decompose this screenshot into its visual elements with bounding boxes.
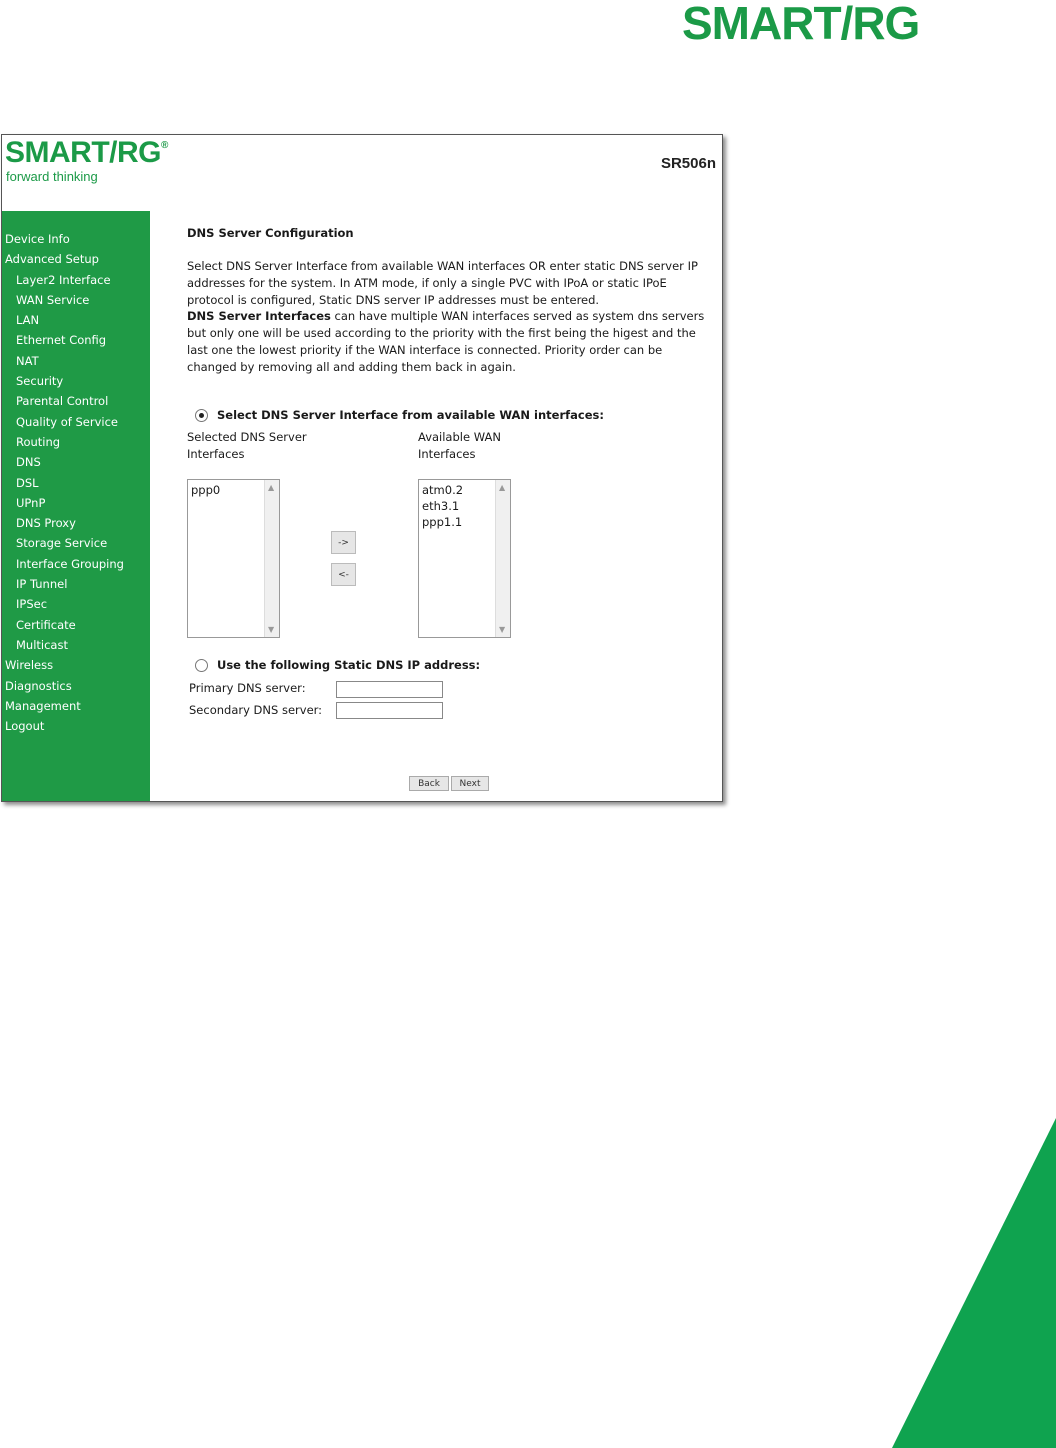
available-interfaces-label: Available WAN Interfaces	[418, 430, 501, 461]
sidebar-item-quality-of-service[interactable]: Quality of Service	[16, 414, 118, 429]
sidebar-item-advanced-setup[interactable]: Advanced Setup	[5, 252, 99, 267]
remove-interface-button[interactable]: <-	[331, 563, 356, 586]
scroll-down-icon: ▼	[268, 625, 275, 634]
app-logo	[5, 136, 168, 170]
sidebar-item-nat[interactable]: NAT	[16, 353, 39, 368]
available-interface-option[interactable]: atm0.2	[422, 483, 464, 497]
description-paragraph-1: Select DNS Server Interface from available WAN interfaces OR enter static DNS server IP addresses for the system. In ATM mode, if only a single PVC with IPoA or static IPoE protocol is configured, Static DNS server IP addresses must be entered.	[187, 259, 698, 307]
sidebar-item-ipsec[interactable]: IPSec	[16, 597, 48, 612]
sidebar-item-wireless[interactable]: Wireless	[5, 658, 54, 673]
static-radio-button[interactable]	[195, 659, 208, 672]
sidebar-item-logout[interactable]: Logout	[5, 719, 45, 734]
logo-text: SMART/RG	[5, 136, 161, 169]
document-brand-logo: SMART/RG	[682, 0, 920, 49]
secondary-dns-input[interactable]	[336, 702, 443, 719]
registered-mark: ®	[161, 140, 168, 151]
model-name: SR506n	[660, 155, 716, 172]
next-button[interactable]: Next	[451, 776, 489, 791]
interface-option-row	[195, 407, 604, 424]
sidebar-item-upnp[interactable]: UPnP	[16, 495, 46, 510]
selected-interfaces-label: Selected DNS Server Interfaces	[187, 430, 307, 461]
sidebar-item-storage-service[interactable]: Storage Service	[16, 536, 108, 551]
sidebar-item-dsl[interactable]: DSL	[16, 475, 39, 490]
sidebar-item-wan-service[interactable]: WAN Service	[16, 292, 90, 307]
sidebar-item-certificate[interactable]: Certificate	[16, 617, 76, 632]
selected-interface-option[interactable]: ppp0	[191, 483, 221, 497]
static-option-label: Use the following Static DNS IP address:	[217, 658, 481, 672]
sidebar-item-parental-control[interactable]: Parental Control	[16, 394, 109, 409]
selected-listbox-scrollbar[interactable]	[264, 480, 279, 637]
selected-interfaces-listbox[interactable]	[187, 479, 280, 638]
available-interfaces-listbox[interactable]	[418, 479, 511, 638]
static-option-row	[195, 658, 480, 672]
router-ui-window	[1, 134, 723, 802]
sidebar-item-interface-grouping[interactable]: Interface Grouping	[16, 556, 124, 571]
add-interface-button[interactable]: ->	[331, 531, 356, 554]
sidebar-item-ip-tunnel[interactable]: IP Tunnel	[16, 577, 68, 592]
page-description	[187, 258, 715, 376]
description-bold-term: DNS Server Interfaces	[187, 309, 331, 324]
sidebar-item-device-info[interactable]: Device Info	[5, 232, 70, 246]
interface-option-label: Select DNS Server Interface from available WAN interfaces:	[217, 408, 604, 422]
logo-tagline: forward thinking	[6, 169, 98, 184]
available-interface-option[interactable]: eth3.1	[422, 499, 460, 513]
sidebar-item-dns-proxy[interactable]: DNS Proxy	[16, 516, 76, 531]
sidebar	[2, 211, 150, 801]
sidebar-item-management[interactable]: Management	[5, 698, 81, 713]
header	[2, 135, 722, 211]
sidebar-item-security[interactable]: Security	[16, 374, 64, 389]
sidebar-item-lan[interactable]: LAN	[16, 313, 40, 328]
primary-dns-label: Primary DNS server:	[189, 681, 306, 695]
sidebar-item-routing[interactable]: Routing	[16, 434, 61, 449]
scroll-up-icon: ▲	[268, 483, 275, 492]
scroll-up-icon: ▲	[499, 483, 506, 492]
sidebar-item-multicast[interactable]: Multicast	[16, 637, 68, 652]
description-paragraph-2: can have multiple WAN interfaces served as system dns servers but only one will be used according to the priority with the first being the higest and the last one the lowest priority if the WAN interface is connected. Priority order can be changed by removing all and adding them back in again.	[187, 309, 705, 374]
back-button[interactable]: Back	[409, 776, 449, 791]
interface-radio-button[interactable]	[195, 409, 208, 422]
sidebar-item-layer2-interface[interactable]: Layer2 Interface	[16, 272, 111, 287]
scroll-down-icon: ▼	[499, 625, 506, 634]
available-interface-option[interactable]: ppp1.1	[422, 515, 463, 529]
sidebar-menu	[2, 211, 150, 736]
sidebar-item-dns[interactable]: DNS	[16, 455, 41, 470]
page-title: DNS Server Configuration	[187, 226, 354, 240]
primary-dns-input[interactable]	[336, 681, 443, 698]
sidebar-item-diagnostics[interactable]: Diagnostics	[5, 678, 72, 693]
sidebar-item-ethernet-config[interactable]: Ethernet Config	[16, 333, 107, 348]
secondary-dns-label: Secondary DNS server:	[189, 703, 323, 717]
available-listbox-scrollbar[interactable]	[495, 480, 510, 637]
